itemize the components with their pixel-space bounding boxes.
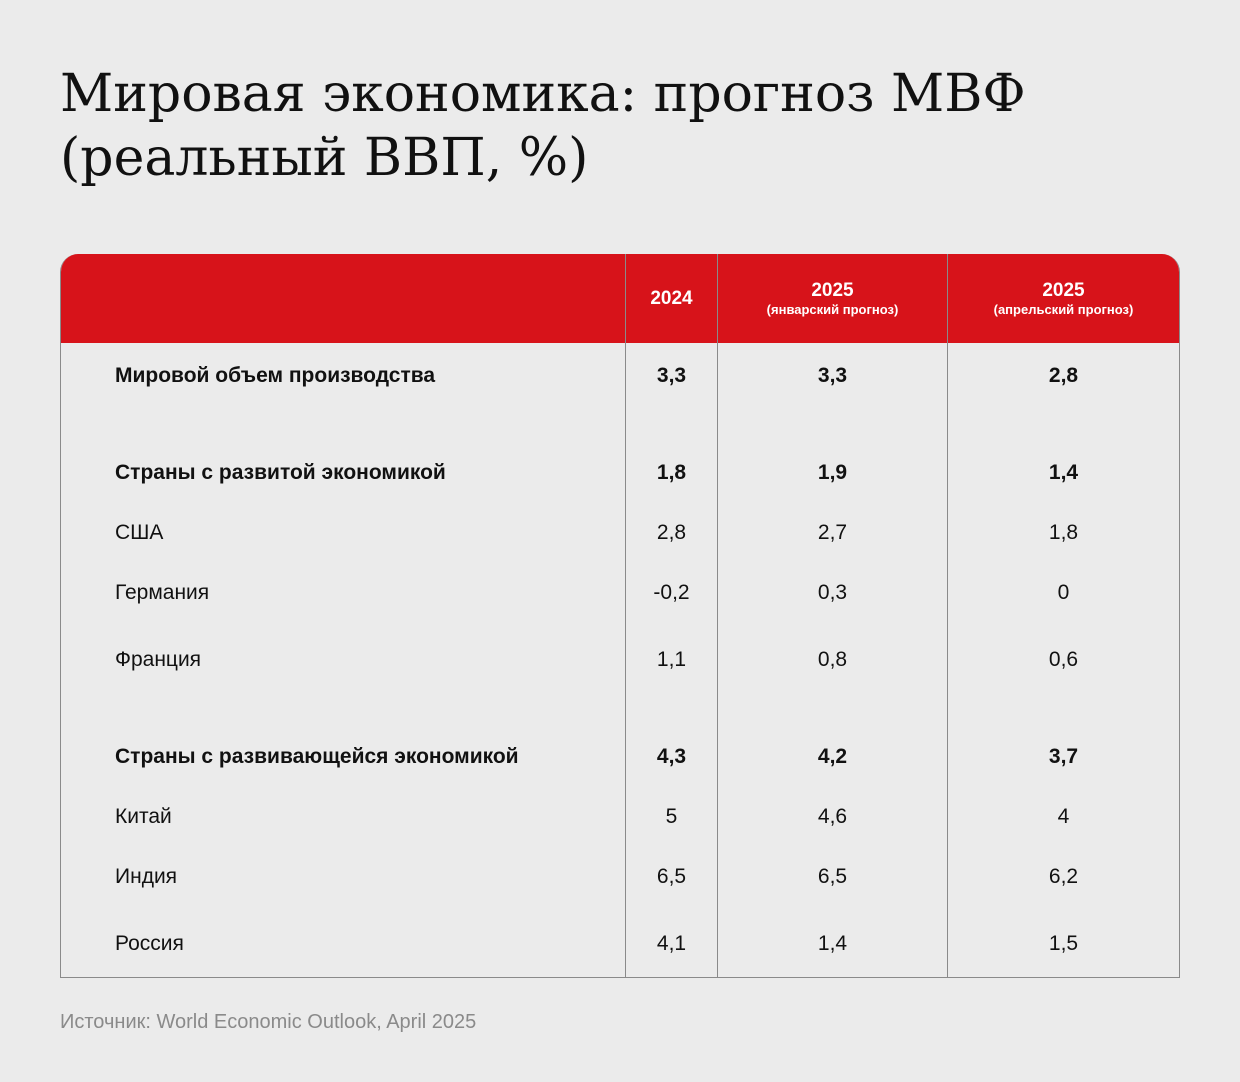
value-2025-april: 1,4 — [1048, 461, 1079, 484]
row-label: Индия — [115, 865, 178, 888]
row-label: Франция — [115, 648, 202, 671]
value-2025-april: 0 — [1057, 581, 1070, 604]
source-note: Источник: World Economic Outlook, April 2025 — [60, 1011, 477, 1033]
table-row-world-output — [61, 361, 1179, 391]
table-row-emerging-economies — [61, 742, 1179, 772]
value-2024: 6,5 — [656, 865, 687, 888]
value-2025-january: 2,7 — [817, 521, 848, 544]
title-line-1: Мировая экономика: прогноз МВФ — [60, 64, 1026, 124]
value-2024: 3,3 — [656, 364, 687, 387]
header-col-2025-january — [718, 254, 947, 343]
header-year: 2025 — [1042, 279, 1085, 301]
value-2025-april: 3,7 — [1048, 745, 1079, 768]
value-2025-april: 4 — [1057, 805, 1070, 828]
value-2025-april: 1,5 — [1048, 932, 1079, 955]
value-2024: 4,1 — [656, 932, 687, 955]
gdp-forecast-table — [60, 254, 1180, 978]
header-year: 2025 — [811, 279, 854, 301]
row-label: Мировой объем производства — [115, 364, 436, 387]
table-row-france — [61, 645, 1179, 675]
value-2024: -0,2 — [653, 581, 690, 604]
row-label: Германия — [115, 581, 210, 604]
row-label: Страны с развитой экономикой — [115, 461, 446, 484]
table-row-india — [61, 862, 1179, 892]
value-2024: 1,8 — [656, 461, 687, 484]
row-label: Россия — [115, 932, 184, 955]
row-label: США — [115, 521, 164, 544]
value-2025-january: 4,2 — [817, 745, 848, 768]
value-2025-january: 3,3 — [817, 364, 848, 387]
value-2024: 1,1 — [656, 648, 687, 671]
table-row-germany — [61, 578, 1179, 608]
value-2025-april: 0,6 — [1048, 648, 1079, 671]
value-2025-april: 2,8 — [1048, 364, 1079, 387]
value-2024: 2,8 — [656, 521, 687, 544]
value-2024: 5 — [665, 805, 678, 828]
title-line-2: (реальный ВВП, %) — [60, 128, 589, 188]
value-2025-april: 6,2 — [1048, 865, 1079, 888]
value-2025-january: 0,3 — [817, 581, 848, 604]
header-col-2025-april — [948, 254, 1179, 343]
table-row-russia — [61, 929, 1179, 959]
value-2025-january: 4,6 — [817, 805, 848, 828]
table-row-advanced-economies — [61, 458, 1179, 488]
header-year: 2024 — [650, 287, 693, 309]
value-2025-january: 1,9 — [817, 461, 848, 484]
value-2024: 4,3 — [656, 745, 687, 768]
row-label: Страны с развивающейся экономикой — [115, 745, 519, 768]
header-note: (апрельский прогноз) — [993, 301, 1134, 317]
value-2025-april: 1,8 — [1048, 521, 1079, 544]
value-2025-january: 0,8 — [817, 648, 848, 671]
header-col-2024 — [626, 254, 717, 343]
row-label: Китай — [115, 805, 172, 828]
value-2025-january: 1,4 — [817, 932, 848, 955]
page-title — [60, 62, 1160, 190]
header-note: (январский прогноз) — [766, 301, 899, 317]
table-row-usa — [61, 518, 1179, 548]
value-2025-january: 6,5 — [817, 865, 848, 888]
table-row-china — [61, 802, 1179, 832]
